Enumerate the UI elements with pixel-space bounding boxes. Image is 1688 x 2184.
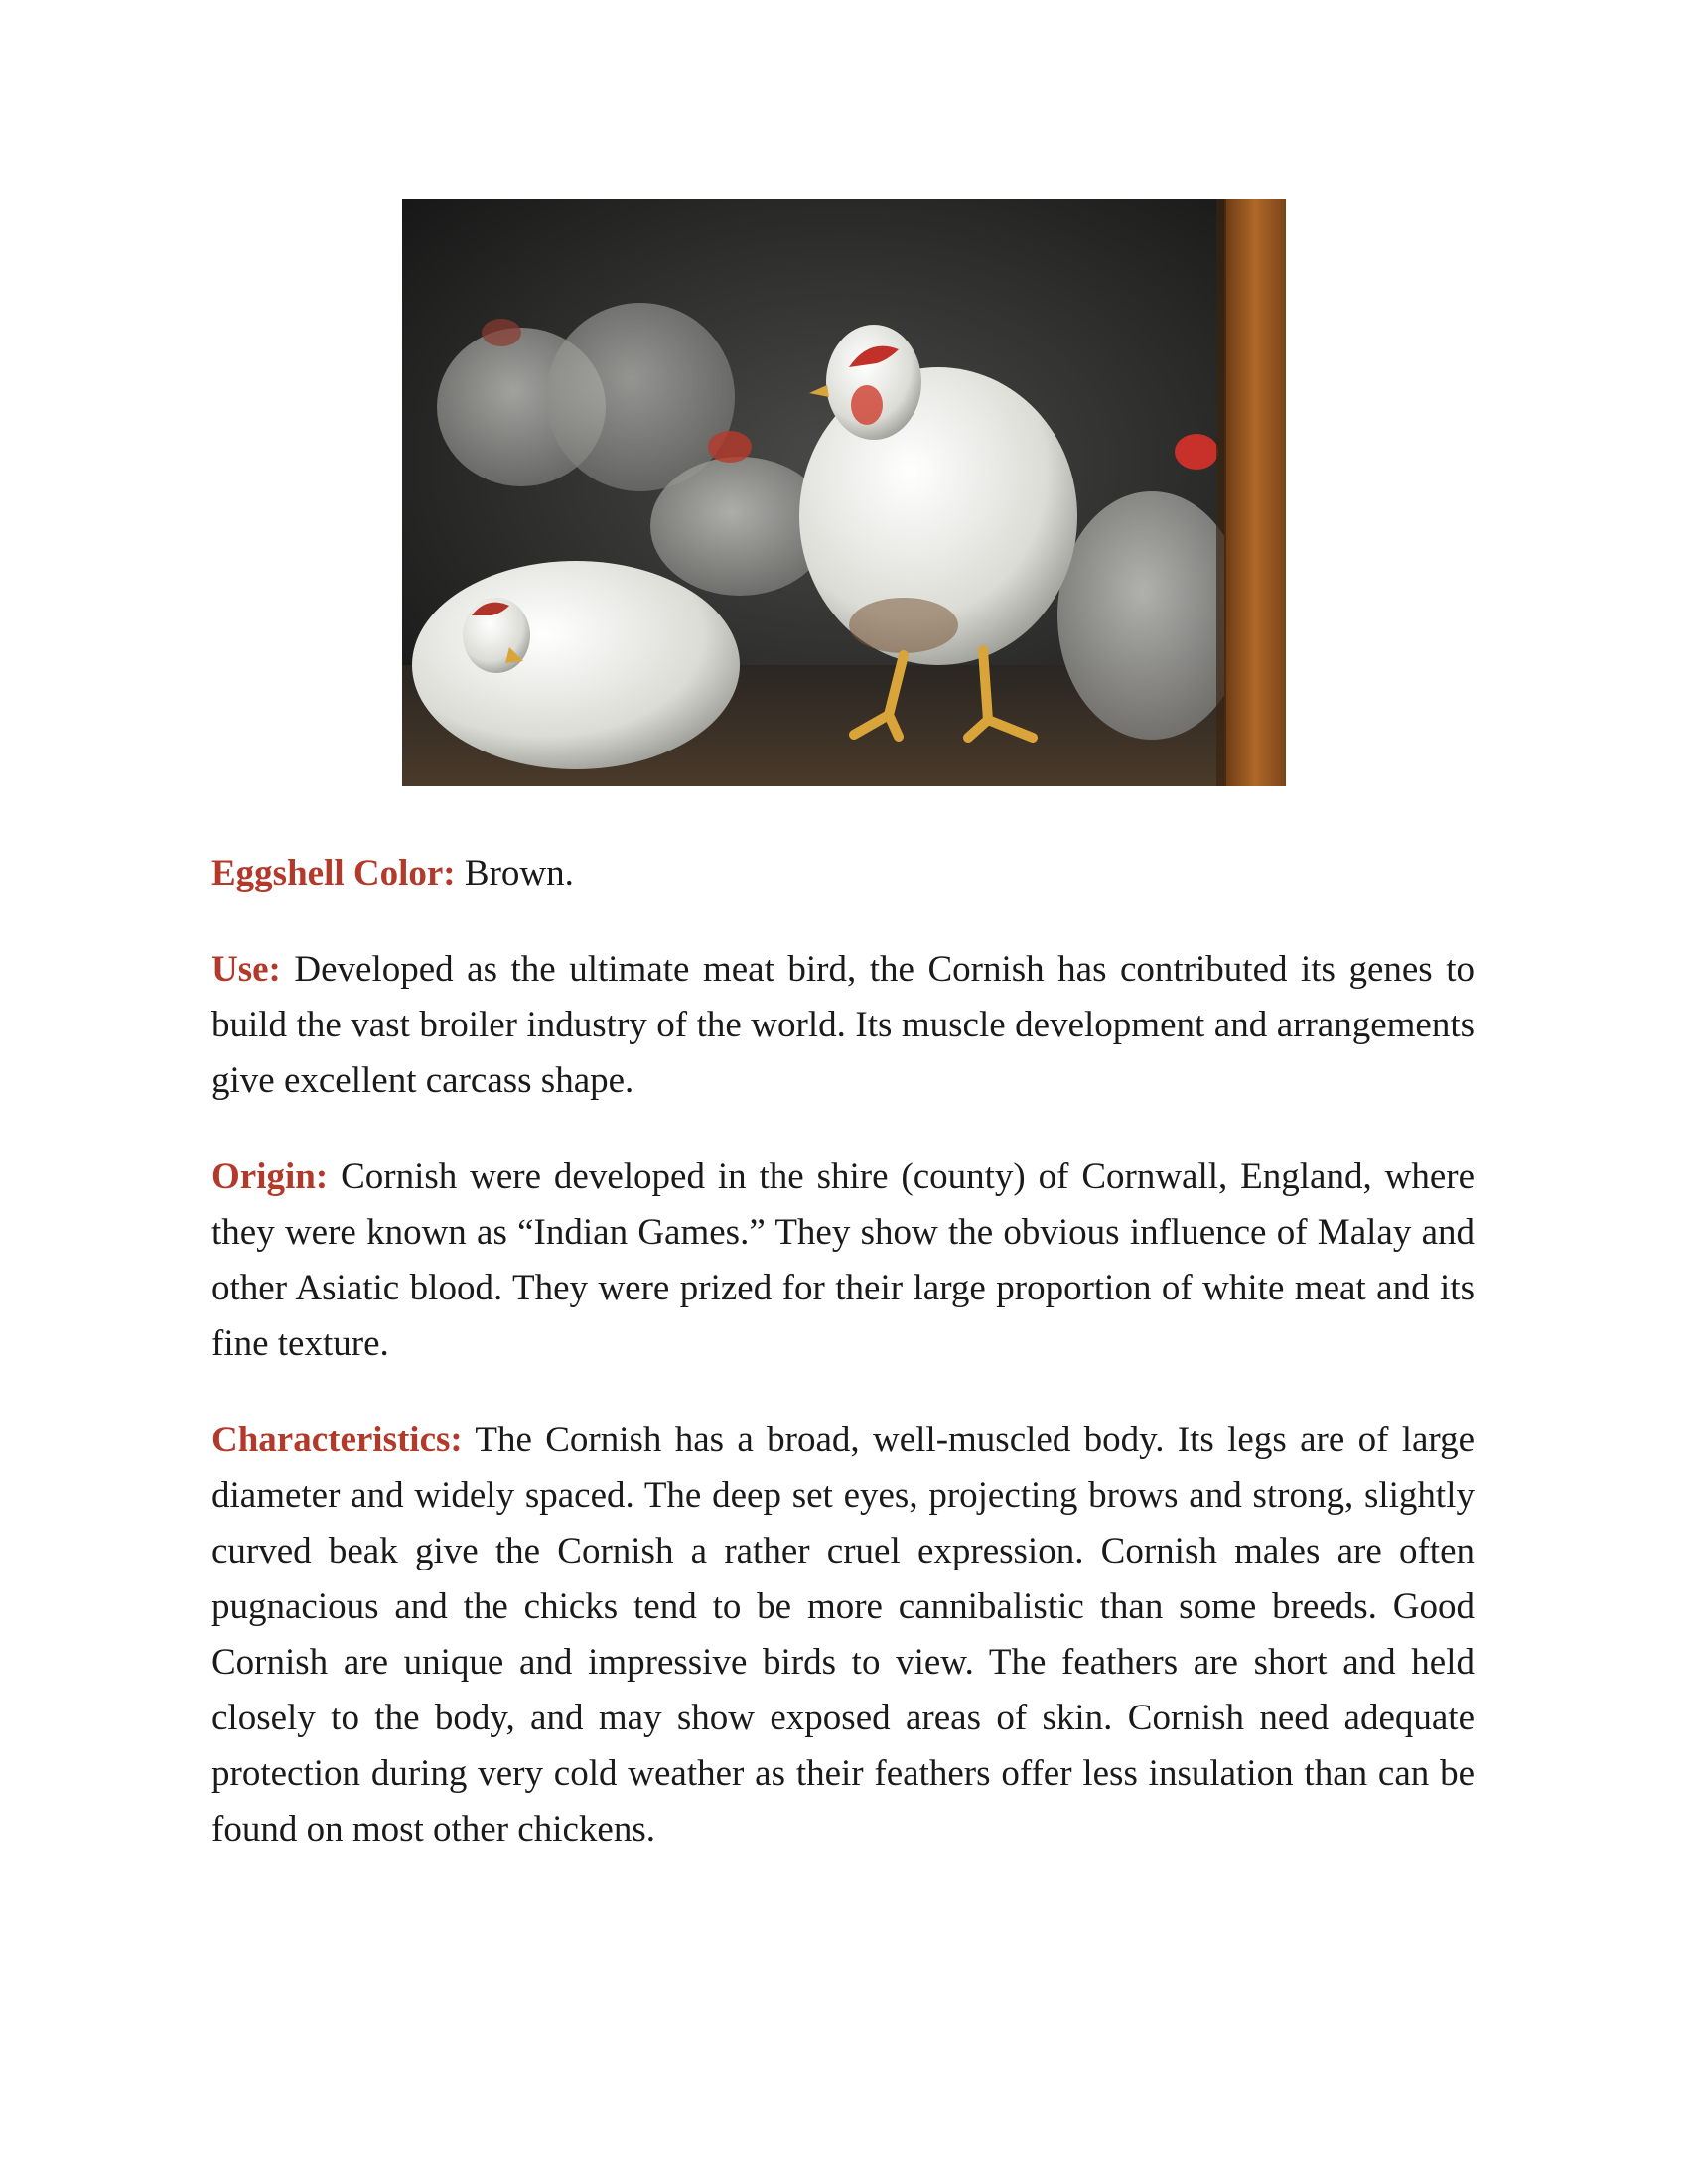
eggshell-color-paragraph xyxy=(211,846,1475,901)
eggshell-color-text: Brown. xyxy=(464,853,574,893)
characteristics-paragraph xyxy=(211,1413,1475,1857)
use-text: Developed as the ultimate meat bird, the Cornish has contributed its genes to build the vast broiler industry of the world. Its muscle development and arrangements give excellent carcass shape. xyxy=(211,949,1475,1101)
characteristics-label: Characteristics: xyxy=(211,1420,463,1460)
chickens-photo xyxy=(402,199,1286,786)
breed-description xyxy=(211,846,1475,1898)
eggshell-color-label: Eggshell Color: xyxy=(211,853,456,893)
origin-label: Origin: xyxy=(211,1157,329,1197)
origin-paragraph xyxy=(211,1150,1475,1372)
use-paragraph xyxy=(211,942,1475,1109)
origin-text: Cornish were developed in the shire (county) of Cornwall, England, where they were known as “Indian Games.” They show the obvious influence of Malay and other Asiatic blood. They were prized for their large proportion of white meat and its fine texture. xyxy=(211,1157,1475,1364)
use-label: Use: xyxy=(211,949,281,990)
characteristics-text: The Cornish has a broad, well-muscled body. Its legs are of large diameter and widely spaced. The deep set eyes, projecting brows and strong, slightly curved beak give the Cornish a rather cruel expression. Cornish males are often pugnacious and the chicks tend to be more cannibalistic than some breeds. Good Cornish are unique and impressive birds to view. The feathers are short and held closely to the body, and may show exposed areas of skin. Cornish need adequate protection during very cold weather as their feathers offer less insulation than can be found on most other chickens. xyxy=(211,1420,1475,1849)
